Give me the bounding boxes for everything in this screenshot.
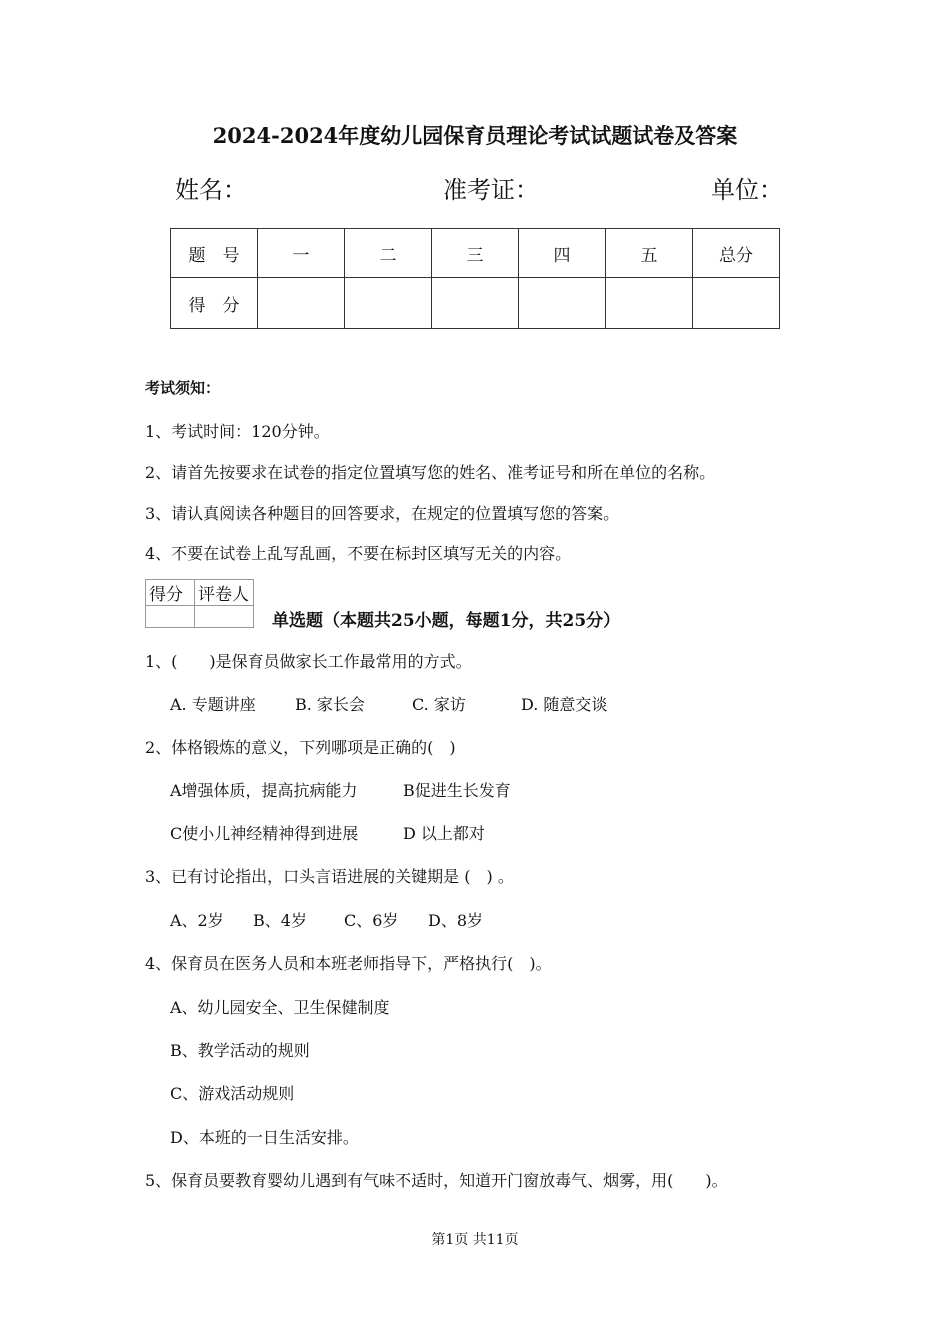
score-cell [519,278,606,329]
exam-number-field-label: 准考证： [443,176,539,204]
score-table-score-row [171,278,780,329]
question-2-option: B促进生长发育 [403,781,511,800]
question-1-option: A. 专题讲座 [170,695,256,714]
question-3-option: D、8岁 [428,911,484,930]
score-table-header-cell: 五 [606,229,693,278]
page-footer: 第1页 共11页 [431,1232,519,1248]
score-cell [345,278,432,329]
grader-table [145,579,254,628]
notice-item: 4、不要在试卷上乱写乱画，不要在标封区填写无关的内容。 [145,544,572,563]
question-4-option: D、本班的一日生活安排。 [170,1128,359,1147]
notice-heading: 考试须知： [145,379,221,397]
exam-title: 2024-2024年度幼儿园保育员理论考试试题试卷及答案 [212,123,738,148]
section-title: 单选题（本题共25小题，每题1分，共25分） [272,611,621,631]
score-table-header-cell: 二 [345,229,432,278]
unit-field-label: 单位： [711,176,783,204]
question-4-option: B、教学活动的规则 [170,1041,310,1060]
score-table-header-cell: 三 [432,229,519,278]
score-table-header-cell: 总分 [693,229,780,278]
score-cell [606,278,693,329]
grader-table-score-label: 得分 [146,580,195,606]
score-row-label: 得 分 [171,278,258,329]
score-table [170,228,780,329]
question-5-stem: 5、保育员要教育婴幼儿遇到有气味不适时，知道开门窗放毒气、烟雾，用( )。 [145,1171,728,1190]
question-4-stem: 4、保育员在医务人员和本班老师指导下，严格执行( )。 [145,954,552,973]
score-table-header-cell: 一 [258,229,345,278]
question-2-option: D 以上都对 [403,824,485,843]
question-3-option: B、4岁 [253,911,307,930]
score-cell [258,278,345,329]
notice-item: 2、请首先按要求在试卷的指定位置填写您的姓名、准考证号和所在单位的名称。 [145,463,716,482]
score-cell [693,278,780,329]
score-table-header-cell: 四 [519,229,606,278]
question-1-option: C. 家访 [412,695,466,714]
name-field-label: 姓名： [175,176,247,204]
question-2-option: A增强体质，提高抗病能力 [170,781,358,800]
notice-item: 1、考试时间：120分钟。 [145,422,330,441]
notice-item: 3、请认真阅读各种题目的回答要求，在规定的位置填写您的答案。 [145,504,620,523]
question-3-option: C、6岁 [344,911,399,930]
question-1-option: B. 家长会 [295,695,365,714]
question-4-option: C、游戏活动规则 [170,1084,295,1103]
grader-table-score-cell [146,606,195,628]
score-table-header-cell: 题 号 [171,229,258,278]
question-2-stem: 2、体格锻炼的意义，下列哪项是正确的( ) [145,738,456,757]
question-1-option: D. 随意交谈 [521,695,608,714]
question-1-stem: 1、( )是保育员做家长工作最常用的方式。 [145,652,472,671]
score-cell [432,278,519,329]
question-3-stem: 3、已有讨论指出，口头言语进展的关键期是 ( ) 。 [145,867,514,886]
grader-table-grader-cell [195,606,254,628]
score-table-header-row [171,229,780,278]
question-3-option: A、2岁 [170,911,224,930]
grader-table-grader-label: 评卷人 [195,580,254,606]
question-2-option: C使小儿神经精神得到进展 [170,824,359,843]
question-4-option: A、幼儿园安全、卫生保健制度 [170,998,390,1017]
